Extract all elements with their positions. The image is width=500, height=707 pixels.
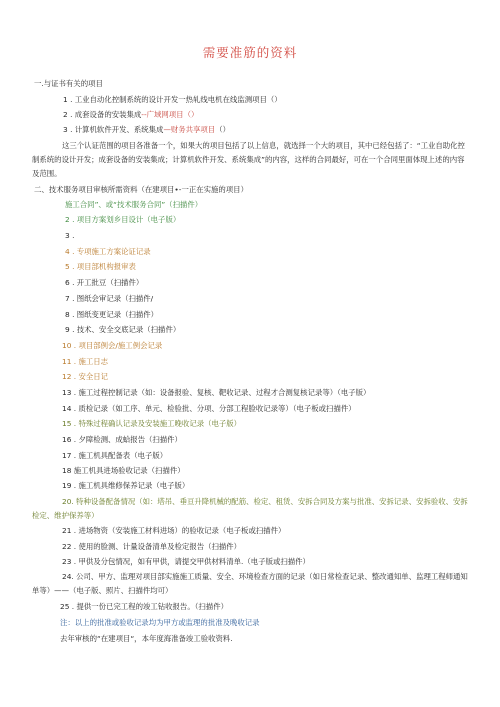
item-text: . <box>72 231 75 240</box>
section2-item-23 <box>62 557 310 567</box>
item-number: 7 <box>65 294 70 303</box>
item-text: . 计算机软件开发、系统集成 <box>70 125 164 134</box>
note-line: 注：以上的批准或验收记录均为甲方或监理的批准及晚收记录 <box>60 618 260 627</box>
item-number: 22 <box>62 542 72 551</box>
item-text: . 进场物资（安装施工材料进场）的验收记录（电子板或扫描件） <box>73 526 286 535</box>
section2-item-18 <box>62 466 185 476</box>
section1-item-2 <box>63 110 198 120</box>
item-number: 3 <box>65 231 70 240</box>
section2-item-7 <box>65 294 153 304</box>
item-text: 施工机具进场验收记录（扫描件） <box>73 466 185 475</box>
section2-item-3 <box>65 231 74 241</box>
section2-item-24 <box>32 570 472 598</box>
item-number: 2 <box>63 110 68 119</box>
item-number: 20 <box>62 497 72 506</box>
item-number: 12 <box>62 372 72 381</box>
item-text: . 特种设备配备情况（如：塔吊、垂亘升降机械的配筋、检定、租赁、安拆合同及方案与批准、安拆记录、安拆验收、安拆检定、维护保养等） <box>32 497 468 520</box>
section2-item-9 <box>65 325 180 335</box>
section2-item-6 <box>65 278 143 288</box>
section1-heading: 一.与证书有关的项目 <box>34 79 103 88</box>
item-number: 18 <box>62 466 72 475</box>
section2-item-15 <box>62 419 241 429</box>
item-text: . 施工日志 <box>73 357 109 366</box>
item-number: 16 <box>62 435 72 444</box>
item-number: 21 <box>62 526 72 535</box>
item-highlight: --广域网项目（） <box>141 110 199 119</box>
section2-heading: 二、技术服务项目审核所需资料（在建项目•-一正在实施的项目） <box>34 185 248 194</box>
item-number: 25 <box>60 602 70 611</box>
item-text: . 施工机具维修保养记录（电子版） <box>73 481 190 490</box>
item-number: 10 <box>62 341 72 350</box>
section2-item-10 <box>62 341 162 351</box>
section2-item-20 <box>32 495 472 523</box>
item-text: . 特殊过程确认记录及安装施工晚收记录（电子版） <box>73 419 242 428</box>
item-text: . 施工机具配备表（电子版） <box>73 451 168 460</box>
item-text: . 技术、安全交底记录（扫描件） <box>72 325 181 334</box>
page-title: 需要准筋的资料 <box>202 45 298 60</box>
item-number: 5 <box>65 262 70 271</box>
item-text: . 质检记录（如工序、单元、检验批、分项、分部工程脸收记录等）（电子板或扫描件） <box>73 404 356 413</box>
section2-item-2 <box>65 215 180 225</box>
section2-item-1: 施工合同”、或“技术服务合同”（扫描件） <box>65 200 203 209</box>
item-number: 15 <box>62 419 72 428</box>
item-number: 2 <box>65 215 70 224</box>
item-text: . 项目部例会/施工例会记录 <box>73 341 163 350</box>
item-text: . 使用的脸测、计量设备清单及检定报告（扫描件） <box>73 542 242 551</box>
item-number: 3 <box>63 125 68 134</box>
item-text: . 甲供及分包情况，如有甲供，请提交甲供材料清单.（电子版或扫描件） <box>73 557 310 566</box>
section2-item-21 <box>62 526 285 536</box>
section2-item-14 <box>62 404 356 414</box>
item-text: . 夕障检测、成蛤报告（扫描件） <box>73 435 182 444</box>
item-text: . 安全日记 <box>73 372 109 381</box>
item-text: . 开工批豆（扫描件） <box>72 278 144 287</box>
item-text: . 图纸变更记录（扫描件） <box>72 310 159 319</box>
section2-item-12 <box>62 372 108 382</box>
section1-paragraph: 这三个认证范围的项目各准备一个，如果大的项目包括了以上信息，就选择一个大的项目，其中已经包括了：“工业自助化控制系统的设计开发；成套设备的安装集成；计算机软件开发、系统集成”的内容，这样的合同最好，可在一个合同里面体现上述的内容及范围。 <box>32 141 465 178</box>
item-number: 24 <box>62 572 72 581</box>
section1-item-1 <box>63 95 282 105</box>
section2-item-16 <box>62 435 182 445</box>
section2-item-22 <box>62 542 241 552</box>
section2-item-5 <box>65 262 136 272</box>
item-text: . 施工过程控制记录（如：设备报验、复核、靶收记录、过程才合测复核记录等）（电子版） <box>73 388 371 397</box>
item-number: 13 <box>62 388 72 397</box>
closing-line: 去年审核的“在建项目“，本年度海准备竣工验收资料. <box>60 634 233 643</box>
item-highlight: —财务共享项目 <box>163 125 216 134</box>
item-text: . 专项施工方案论证记录 <box>72 247 151 256</box>
section2-item-13 <box>62 388 370 398</box>
section2-item-4 <box>65 247 151 257</box>
item-number: 1 <box>63 95 68 104</box>
item-text: . 项目部机构报审表 <box>72 262 136 271</box>
item-text-tail: （） <box>215 125 230 134</box>
section1-item-3 <box>63 125 230 135</box>
section2-item-17 <box>62 451 167 461</box>
item-text: . 成套设备的安装集成 <box>70 110 142 119</box>
section2-item-25 <box>60 602 228 612</box>
item-text: . 提供一份已完工程的竣工钻收报告。（扫描件） <box>71 602 228 611</box>
item-text: . 图纸会审记录（扫描件/ <box>72 294 154 303</box>
section2-item-11 <box>62 357 108 367</box>
item-text: . 项目方案划乡目设计（电子版） <box>72 215 181 224</box>
item-number: 14 <box>62 404 72 413</box>
item-number: 19 <box>62 481 72 490</box>
section2-item-8 <box>65 310 158 320</box>
item-number: 11 <box>62 357 72 366</box>
item-number: 9 <box>65 325 70 334</box>
item-number: 8 <box>65 310 70 319</box>
section2-item-19 <box>62 481 189 491</box>
item-number: 17 <box>62 451 72 460</box>
item-text: . 工业自动化控制系统的设计开发一热轧线电机在线监测项目（） <box>70 95 282 104</box>
item-number: 23 <box>62 557 72 566</box>
item-text: . 公司、甲方、监理对项目部实施施工质量、安全、环境检查方面的记录（如日常检查记录、整改通知单、监理工程师通知单等）——（电子版、照片、扫描件均可） <box>32 572 468 595</box>
item-number: 4 <box>65 247 70 256</box>
item-number: 6 <box>65 278 70 287</box>
